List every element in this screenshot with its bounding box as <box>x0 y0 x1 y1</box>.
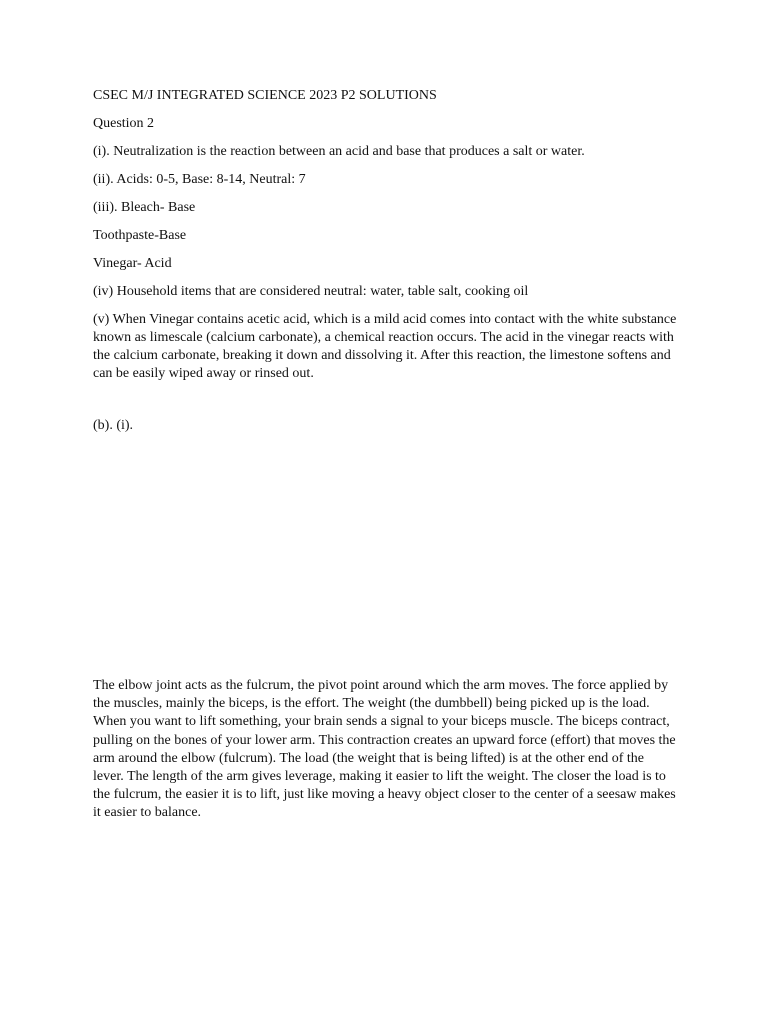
document-body <box>93 87 678 823</box>
answer-iii-toothpaste: Toothpaste-Base <box>93 228 187 243</box>
answer-iii-vinegar: Vinegar- Acid <box>93 256 172 271</box>
answer-b-i-label: (b). (i). <box>93 418 134 433</box>
question-heading: Question 2 <box>93 116 155 131</box>
answer-iv: (iv) Household items that are considered neutral: water, table salt, cooking oil <box>93 284 529 299</box>
answer-v: (v) When Vinegar contains acetic acid, which is a mild acid comes into contact with the white substance known as limescale (calcium carbonate), a chemical reaction occurs. The acid in the vinegar reacts with the calcium carbonate, breaking it down and dissolving it. After this reaction, the limestone softens and can be easily wiped away or rinsed out. <box>93 312 677 381</box>
answer-b-i-text: The elbow joint acts as the fulcrum, the pivot point around which the arm moves. The force applied by the muscles, mainly the biceps, is the effort. The weight (the dumbbell) being picked up is the load. When you want to lift something, your brain sends a signal to your biceps muscle. The biceps contract, pulling on the bones of your lower arm. This contraction creates an upward force (effort) that moves the arm around the elbow (fulcrum). The load (the weight that is being lifted) is at the other end of the lever. The length of the arm gives leverage, making it easier to lift the weight. The closer the load is to the fulcrum, the easier it is to lift, just like moving a heavy object closer to the center of a seesaw makes it easier to balance. <box>93 678 676 821</box>
document-title: CSEC M/J INTEGRATED SCIENCE 2023 P2 SOLUTIONS <box>93 88 437 103</box>
answer-i: (i). Neutralization is the reaction between an acid and base that produces a salt or water. <box>93 144 585 159</box>
answer-ii: (ii). Acids: 0-5, Base: 8-14, Neutral: 7 <box>93 172 306 187</box>
answer-iii-bleach: (iii). Bleach- Base <box>93 200 196 215</box>
blank-figure-area <box>93 445 678 677</box>
